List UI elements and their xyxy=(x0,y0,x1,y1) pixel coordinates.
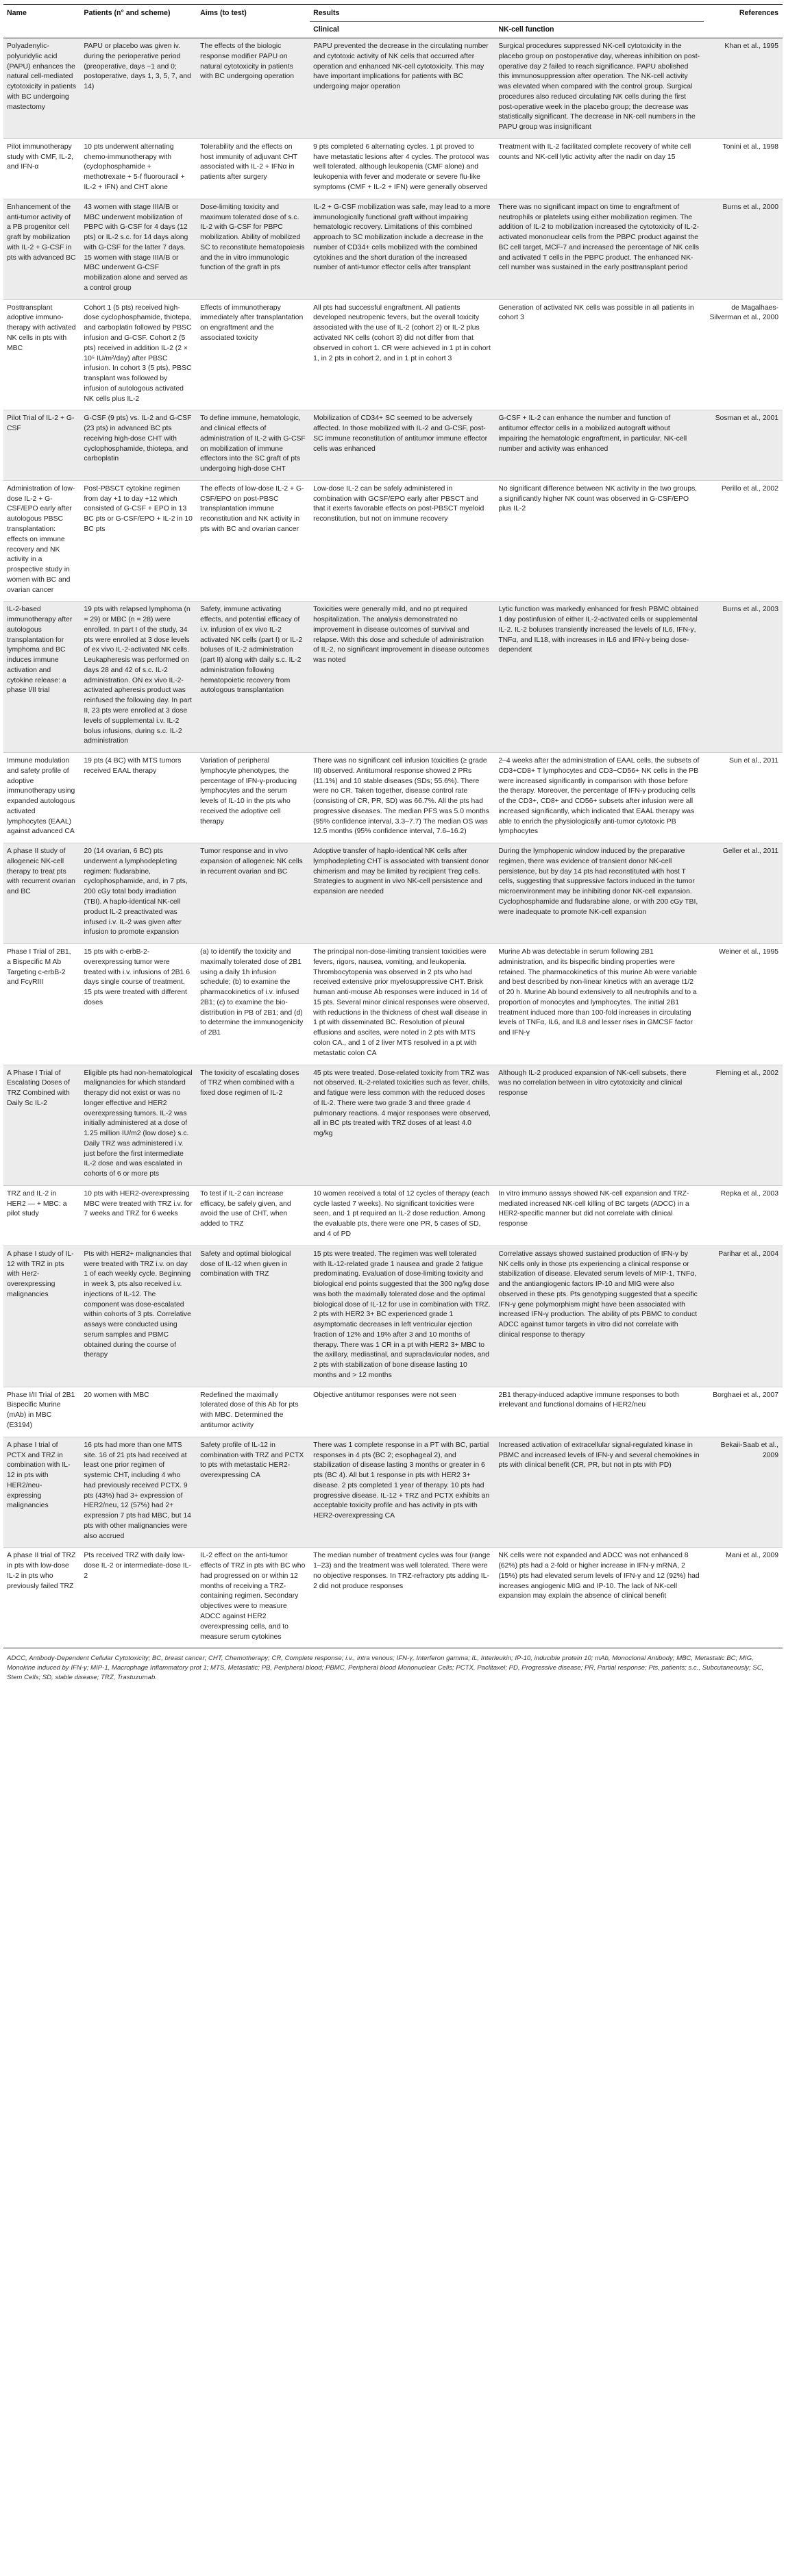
nk-function-cell: Although IL-2 produced expansion of NK-cell subsets, there was no correlation between in vitro cytotoxicity and clinical response xyxy=(495,1065,704,1185)
clinical-cell: 45 pts were treated. Dose-related toxicity from TRZ was not observed. IL-2-related toxicities such as fever, chills, and fatigue were less common with the reduced doses of IL-2. There were two grade 3 and three grade 4 pulmonary reactions. 4 major responses were observed, all in BC pts treated with TRZ doses of at least 4.0 mg/kg xyxy=(310,1065,495,1185)
name-cell: Immune modulation and safety profile of adoptive immunotherapy using expanded autologous activated lymphocytes (EAAL) against advanced CA xyxy=(3,753,80,843)
patients-cell: 10 pts with HER2-overexpressing MBC were treated with TRZ i.v. for 7 weeks and TRZ for 6 weeks xyxy=(80,1185,197,1246)
clinical-cell: PAPU prevented the decrease in the circulating number and cytotoxic activity of NK cells that occurred after operation and enhanced NK-cell cytotoxicity. This may have important implications for patients with BC undergoing major operation xyxy=(310,38,495,139)
table-row xyxy=(3,1548,783,1648)
clinical-cell: 9 pts completed 6 alternating cycles. 1 pt proved to have metastatic lesions after 4 cycles. The protocol was well tolerated, although leukopenia (CMF alone) and leukopenia with fever and moderate or severe flu-like symptoms (CMF + IL-2 + IFN) were generally observed xyxy=(310,138,495,199)
header-patients: Patients (n° and scheme) xyxy=(80,5,197,22)
aims-cell: Tolerability and the effects on host immunity of adjuvant CHT associated with IL-2 + IFNα in patients after surgery xyxy=(197,138,310,199)
nk-function-cell: Treatment with IL-2 facilitated complete recovery of white cell counts and NK-cell lytic activity after the nadir on day 15 xyxy=(495,138,704,199)
table-row xyxy=(3,1246,783,1387)
reference-cell: Khan et al., 1995 xyxy=(704,38,783,139)
clinical-cell: IL-2 + G-CSF mobilization was safe, may lead to a more immunologically functional graft without impairing hematologic recovery. Limitations of this combined approach to SC mobilization include a decrease in the number of CD34+ cells mobilized with the combined cytokines and the short duration of the increased number of anti-tumor effector cells after transplant xyxy=(310,199,495,299)
table-header xyxy=(3,5,783,38)
aims-cell: (a) to identify the toxicity and maximally tolerated dose of 2B1 using a daily 1h infusion schedule; (b) to examine the pharmacokinetics of i.v. infused 2B1; (c) to examine the bio-distribution in PB of 2B1; and (d) to determine the immunogenicity of 2B1 xyxy=(197,944,310,1065)
patients-cell: Pts received TRZ with daily low-dose IL-2 or intermediate-dose IL-2 xyxy=(80,1548,197,1648)
nk-function-cell: 2B1 therapy-induced adaptive immune responses to both irrelevant and functional domains of HER2/neu xyxy=(495,1387,704,1437)
patients-cell: PAPU or placebo was given iv. during the perioperative period (preoperative, days −1 and 0; postoperative, days 1, 3, 5, 7, and 14) xyxy=(80,38,197,139)
aims-cell: Safety profile of IL-12 in combination with TRZ and PCTX to pts with metastatic HER2-overexpressing CA xyxy=(197,1437,310,1548)
aims-cell: The effects of the biologic response modifier PAPU on natural cytotoxicity in patients with BC undergoing operation xyxy=(197,38,310,139)
clinical-cell: 15 pts were treated. The regimen was well tolerated with IL-12-related grade 1 nausea and grade 2 fatigue predominating. Evaluation of dose-limiting toxicity and biological end points suggested that the 300 ng/kg dose was both the maximally tolerated dose and the optimal biological dose of IL-12 for use in combination with TRZ. 2 pts with HER2 3+ BC experienced grade 1 asymptomatic decreases in left ventricular ejection fraction of 12% and 19% after 3 and 10 months of therapy. There was 1 CR in a pt with HER2 3+ MBC to the axillary, mediastinal, and supraclavicular nodes, and 2 pts with stabilization of bone disease lasting 10 months and > 12 months xyxy=(310,1246,495,1387)
name-cell: Polyadenylic-polyuridylic acid (PAPU) enhances the natural cell-mediated cytotoxicity in patients with BC undergoing mastectomy xyxy=(3,38,80,139)
name-cell: A phase I study of IL-12 with TRZ in pts with Her2-overexpressing malignancies xyxy=(3,1246,80,1387)
nk-function-cell: Lytic function was markedly enhanced for fresh PBMC obtained 1 day postinfusion of either IL-2-activated cells or supplemental IL-2. IL-2 boluses transiently increased the levels of IL6, IFN-γ, TNFα, and IL18, with increases in IL6 and IFN-γ being dose-dependent xyxy=(495,602,704,753)
reference-cell: Fleming et al., 2002 xyxy=(704,1065,783,1185)
reference-cell: Tonini et al., 1998 xyxy=(704,138,783,199)
clinical-trials-table xyxy=(3,4,783,1648)
name-cell: Enhancement of the anti-tumor activity of a PB progenitor cell graft by mobilization with IL-2 + G-CSF in pts with advanced BC xyxy=(3,199,80,299)
table-row xyxy=(3,480,783,601)
clinical-cell: 10 women received a total of 12 cycles of therapy (each cycle lasted 7 weeks). No significant toxicities were seen, and 1 pt required an IL-2 dose reduction. Among the evaluable pts, there were one PR, 5 cases of SD, and 4 of PD xyxy=(310,1185,495,1246)
header-results: Results xyxy=(310,5,704,22)
nk-function-cell: Surgical procedures suppressed NK-cell cytotoxicity in the placebo group on postoperative day, whereas inhibition on post-operative day 2 failed to reach significance. PAPU abolished this immunosuppression after operation. The NK-cell activity was elevated when compared with the control group. Surgical procedures also reduced circulating NK cells during the first post-operative week in the placebo group; the decrease was statistically significant. The decrease in NK-cell numbers in the PAPU group was insignificant xyxy=(495,38,704,139)
nk-function-cell: Murine Ab was detectable in serum following 2B1 administration, and its bispecific binding properties were retained. The pharmacokinetics of this murine Ab were variable and best described by non-linear kinetics with an average t1/2 of 20 h. Murine Ab bound extensively to all neutrophils and to a proportion of monocytes and lymphocytes. The initial 2B1 treatment induced more than 100-fold increases in circulating levels of TNFα, IL6, and IL8 and lesser rises in GMCSF factor and IFN-γ xyxy=(495,944,704,1065)
clinical-cell: Mobilization of CD34+ SC seemed to be adversely affected. In those mobilized with IL-2 and G-CSF, post-SC immune reconstitution of antitumor immune effector cells was enhanced xyxy=(310,410,495,481)
patients-cell: 43 women with stage IIIA/B or MBC underwent mobilization of PBPC with G-CSF for 4 days (12 pts) or IL-2 s.c. for 14 days along with G-CSF for the latter 7 days. 15 women with stage IIIA/B or MBC underwent G-CSF mobilization alone and served as a control group xyxy=(80,199,197,299)
reference-cell: Geller et al., 2011 xyxy=(704,843,783,944)
clinical-cell: Toxicities were generally mild, and no pt required hospitalization. The analysis demonstrated no improvement in disease outcomes of survival and relapse. With this dose and schedule of administration of IL-2, no significant improvement in disease outcomes was noted xyxy=(310,602,495,753)
aims-cell: Tumor response and in vivo expansion of allogeneic NK cells in recurrent ovarian and BC xyxy=(197,843,310,944)
name-cell: Posttransplant adoptive immuno-therapy with activated NK cells in pts with MBC xyxy=(3,299,80,410)
reference-cell: Sun et al., 2011 xyxy=(704,753,783,843)
reference-cell: Borghaei et al., 2007 xyxy=(704,1387,783,1437)
header-references: References xyxy=(704,5,783,22)
aims-cell: IL-2 effect on the anti-tumor effects of TRZ in pts with BC who had progressed on or within 12 months of receiving a TRZ-containing regimen. Secondary objectives were to measure ADCC against HER2 overexpressing cells, and to measure serum cytokines xyxy=(197,1548,310,1648)
patients-cell: 10 pts underwent alternating chemo-immunotherapy with (cyclophosphamide + methotrexate + 5-f fluorouracil + IL-2 + IFN) and CHT alone xyxy=(80,138,197,199)
nk-function-cell: There was no significant impact on time to engraftment of neutrophils or platelets using either mobilization regimen. The addition of IL-2 to mobilization increased the cytotoxicity of IL-2-activated mononuclear cells from the PBPC product against the BC cell target, MCF-7 and increased the percentage of NK cells and activated T cells in the PBPC product. The enhanced NK-cell number was sustained in the early posttransplant period xyxy=(495,199,704,299)
nk-function-cell: NK cells were not expanded and ADCC was not enhanced 8 (62%) pts had a 2-fold or higher increase in IFN-γ mRNA, 2 (15%) pts had elevated serum levels of IFN-γ and 12 (92%) had increases angiogenic MIG and IP-10. The lack of NK-cell expansion may explain the absence of clinical benefit xyxy=(495,1548,704,1648)
header-aims: Aims (to test) xyxy=(197,5,310,22)
reference-cell: Sosman et al., 2001 xyxy=(704,410,783,481)
table-body xyxy=(3,38,783,1648)
clinical-cell: All pts had successful engraftment. All patients developed neutropenic fevers, but the overall toxicity associated with the use of IL-2 (cohort 2) or IL-2 plus activated NK cells (cohort 3) did not differ from that observed in cohort 1. CR were achieved in 1 pt in cohort 1, in 2 pts in cohort 2, and in 1 pt in cohort 3 xyxy=(310,299,495,410)
table-row xyxy=(3,1437,783,1548)
aims-cell: Safety and optimal biological dose of IL-12 when given in combination with TRZ xyxy=(197,1246,310,1387)
name-cell: IL-2-based immunotherapy after autologous transplantation for lymphoma and BC induces immune activation and cytokine release: a phase I/II trial xyxy=(3,602,80,753)
name-cell: Pilot immunotherapy study with CMF, IL-2, and IFN-α xyxy=(3,138,80,199)
table-row xyxy=(3,199,783,299)
clinical-cell: The principal non-dose-limiting transient toxicities were fevers, rigors, nausea, vomiting, and leukopenia. Thrombocytopenia was observed in 2 pts who had received extensive prior myelosuppressive CHT. Brisk human anti-mouse Ab responses were induced in 14 of 15 pts. Several minor clinical responses were observed, with reductions in the thickness of chest wall disease in 1 pt with disseminated BC. Resolution of pleural effusions and ascites, were noted in 2 pts with MTS colon CA., and 1 of 2 liver MTS resolved in a pt with metastatic colon CA xyxy=(310,944,495,1065)
patients-cell: 20 (14 ovarian, 6 BC) pts underwent a lymphodepleting regimen: fludarabine, cyclophosphamide, and, in 7 pts, 200 cGy total body irradiation (TBI). A haplo-identical NK-cell product IL-2 preactivated was infused i.v. IL-2 was given after infusion to promote expansion xyxy=(80,843,197,944)
aims-cell: Effects of immunotherapy immediately after transplantation on engraftment and the associated toxicity xyxy=(197,299,310,410)
aims-cell: Safety, immune activating effects, and potential efficacy of i.v. infusion of ex vivo IL-2 activated NK cells (part I) or IL-2 boluses of IL-2 administration (part II) along with daily s.c. IL-2 administration following hematopoietic recovery from autologous transplantation xyxy=(197,602,310,753)
header-nk-function: NK-cell function xyxy=(495,22,704,38)
name-cell: A phase II trial of TRZ in pts with low-dose IL-2 in pts who previously failed TRZ xyxy=(3,1548,80,1648)
reference-cell: Parihar et al., 2004 xyxy=(704,1246,783,1387)
table-row xyxy=(3,1387,783,1437)
reference-cell: Burns et al., 2003 xyxy=(704,602,783,753)
aims-cell: Variation of peripheral lymphocyte phenotypes, the percentage of IFN-γ-producing lymphocytes and the serum levels of IL-10 in the pts who received the adoptive cell therapy xyxy=(197,753,310,843)
nk-function-cell: In vitro immuno assays showed NK-cell expansion and TRZ-mediated increased NK-cell killing of BC targets (ADCC) in a HER2-specific manner but did not correlate with clinical response xyxy=(495,1185,704,1246)
aims-cell: The effects of low-dose IL-2 + G-CSF/EPO on post-PBSC transplantation immune reconstitution and NK activity in pts with BC and ovarian cancer xyxy=(197,480,310,601)
table-row xyxy=(3,1185,783,1246)
nk-function-cell: Generation of activated NK cells was possible in all patients in cohort 3 xyxy=(495,299,704,410)
table-row xyxy=(3,410,783,481)
name-cell: A phase I trial of PCTX and TRZ in combination with IL-12 in pts with HER2/neu-expressing malignancies xyxy=(3,1437,80,1548)
nk-function-cell: Correlative assays showed sustained production of IFN-γ by NK cells only in those pts experiencing a clinical response or stabilization of disease. Elevated serum levels of MIP-1, TNFα, and the antiangiogenic factors IP-10 and MIG were also observed in these pts. Pts genotyping suggested that a specific IFN-γ gene polymorphism might have been associated with increased IFN-γ production. The ability of pts PBMC to conduct ADCC against tumor targets in vitro did not correlate with clinical response to therapy xyxy=(495,1246,704,1387)
reference-cell: Burns et al., 2000 xyxy=(704,199,783,299)
nk-function-cell: Increased activation of extracellular signal-regulated kinase in PBMC and increased levels of IFN-γ and several chemokines in pts with clinical benefit (CR, PR, but not in pts with PD) xyxy=(495,1437,704,1548)
reference-cell: Weiner et al., 1995 xyxy=(704,944,783,1065)
aims-cell: To define immune, hematologic, and clinical effects of administration of IL-2 with G-CSF on mobilization of immune effectors into the SC graft of pts undergoing high-dose CHT xyxy=(197,410,310,481)
table-row xyxy=(3,138,783,199)
clinical-cell: There was 1 complete response in a PT with BC, partial responses in 4 pts (BC 2; esophageal 2), and stabilization of disease lasting 3 months or greater in 6 pts (BC 4). All but 1 response in pts with HER2 3+ disease. 2 pts completed 1 year of therapy. 10 pts had progressive disease. IL-12 + TRZ and PCTX exhibits an acceptable toxicity profile and has activity in pts with HER2-overexpressing CA xyxy=(310,1437,495,1548)
patients-cell: 15 pts with c-erbB-2-overexpressing tumor were treated with i.v. infusions of 2B1 6 days single course of treatment. 15 pts were treated with different doses xyxy=(80,944,197,1065)
aims-cell: The toxicity of escalating doses of TRZ when combined with a fixed dose regimen of IL-2 xyxy=(197,1065,310,1185)
table-row xyxy=(3,843,783,944)
aims-cell: Redefined the maximally tolerated dose of this Ab for pts with MBC. Determined the antitumor activity xyxy=(197,1387,310,1437)
patients-cell: G-CSF (9 pts) vs. IL-2 and G-CSF (23 pts) in advanced BC pts receiving high-dose CHT with cyclophosphamide, thiotepa, and carboplatin xyxy=(80,410,197,481)
clinical-cell: Objective antitumor responses were not seen xyxy=(310,1387,495,1437)
header-name: Name xyxy=(3,5,80,22)
nk-function-cell: No significant difference between NK activity in the two groups, a significantly higher NK count was observed in G-CSF/EPO plus IL-2 xyxy=(495,480,704,601)
patients-cell: Pts with HER2+ malignancies that were treated with TRZ i.v. on day 1 of each weekly cycle. Beginning in week 3, pts also received i.v. injections of IL-12. The component was dose-escalated within cohorts of 3 pts. Correlative assays were conducted using serum samples and PBMC obtained during the course of therapy xyxy=(80,1246,197,1387)
table-row xyxy=(3,38,783,139)
nk-function-cell: 2–4 weeks after the administration of EAAL cells, the subsets of CD3+CD8+ T lymphocytes and CD3−CD56+ NK cells in the PB were increased significantly in comparison with those before the therapy. Moreover, the percentage of IFN-γ producing cells of the CD3+, CD8+ and CD56+ subsets after infusion were all increased significantly, which indicated that EAAL therapy was able to enrich the physiologically anti-tumor cytotoxic PB lymphocytes xyxy=(495,753,704,843)
name-cell: Phase I Trial of 2B1, a Bispecific M Ab Targeting c-erbB-2 and FcγRIII xyxy=(3,944,80,1065)
name-cell: Pilot Trial of IL-2 + G-CSF xyxy=(3,410,80,481)
footnote: ADCC, Antibody-Dependent Cellular Cytotoxicity; BC, breast cancer; CHT, Chemotherapy; CR, Complete response; i.v., intra venous; IFN-γ, Interferon gamma; IL, Interleukin; IP-10, inducible protein 10; mAb, Monoclonal Antibody; MBC, Metastatic BC; MIG, Monokine induced by IFN-γ; MIP-1, Macrophage Inflammatory prot 1; MTS, Metastatic; PB, Peripheral blood; PBMC, Peripheral blood Mononuclear Cells; PCTX, Paclitaxel; PD, Progressive disease; PR, Partial response; Pts, patients; s.c., Subcutaneously; SC, Stem Cells; SD, stable disease; TRZ, Trastuzumab. xyxy=(7,1655,764,1682)
patients-cell: 20 women with MBC xyxy=(80,1387,197,1437)
reference-cell: Perillo et al., 2002 xyxy=(704,480,783,601)
patients-cell: Cohort 1 (5 pts) received high-dose cyclophosphamide, thiotepa, and carboplatin followed by PBSC infusion and G-CSF. Cohort 2 (5 pts) received in addition IL-2 (2 × 10⁵ IU/m²/day) after PBSC infusion. In cohort 3 (5 pts), PBSC transplant was followed by infusion of autologous activated NK cells plus IL-2 xyxy=(80,299,197,410)
reference-cell: Bekaii-Saab et al., 2009 xyxy=(704,1437,783,1548)
patients-cell: Post-PBSCT cytokine regimen from day +1 to day +12 which consisted of G-CSF + EPO in 13 BC pts or G-CSF/EPO + IL-2 in 10 BC pts xyxy=(80,480,197,601)
reference-cell: de Magalhaes-Silverman et al., 2000 xyxy=(704,299,783,410)
name-cell: Administration of low-dose IL-2 + G-CSF/EPO early after autologous PBSC transplantation: effects on immune recovery and NK activity in a prospective study in women with BC and ovarian cancer xyxy=(3,480,80,601)
reference-cell: Repka et al., 2003 xyxy=(704,1185,783,1246)
name-cell: TRZ and IL-2 in HER2 — + MBC: a pilot study xyxy=(3,1185,80,1246)
clinical-cell: Adoptive transfer of haplo-identical NK cells after lymphodepleting CHT is associated with transient donor chimerism and may be limited by recipient Treg cells. Strategies to augment in vivo NK-cell persistence and expansion are needed xyxy=(310,843,495,944)
name-cell: A phase II study of allogeneic NK-cell therapy to treat pts with recurrent ovarian and BC xyxy=(3,843,80,944)
patients-cell: Eligible pts had non-hematological malignancies for which standard therapy did not exist or was no longer effective and HER2 overexpressing tumors. IL-2 was initially administered at a dose of 1.25 million IU/m2 (low dose) s.c. Daily TRZ was administered i.v. just before the first intermediate IL-2 dose and was escalated in cohorts of 6 or more pts xyxy=(80,1065,197,1185)
patients-cell: 19 pts (4 BC) with MTS tumors received EAAL therapy xyxy=(80,753,197,843)
reference-cell: Mani et al., 2009 xyxy=(704,1548,783,1648)
clinical-cell: Low-dose IL-2 can be safely administered in combination with GCSF/EPO early after PBSCT and that it exerts favorable effects on post-PBSCT myeloid reconstitution, but not on immune recovery xyxy=(310,480,495,601)
name-cell: A Phase I Trial of Escalating Doses of TRZ Combined with Daily Sc IL-2 xyxy=(3,1065,80,1185)
clinical-cell: The median number of treatment cycles was four (range 1–23) and the treatment was well tolerated. There were no objective responses. In TRZ-refractory pts adding IL-2 did not produce responses xyxy=(310,1548,495,1648)
aims-cell: To test if IL-2 can increase efficacy, be safely given, and avoid the use of CHT, when added to TRZ xyxy=(197,1185,310,1246)
nk-function-cell: During the lymphopenic window induced by the preparative regimen, there was evidence of transient donor NK-cell persistence, but by day 14 pts had reconstituted with host T cells, suggesting that suppressive factors induced in the tumor microenvironment may be inhibiting donor NK-cell expansion. Cyclophosphamide and fludarabine alone, or with 200 cGy TBI, were inadequate to promote NK-cell expansion xyxy=(495,843,704,944)
table-row xyxy=(3,1065,783,1185)
patients-cell: 16 pts had more than one MTS site. 16 of 21 pts had received at least one prior regimen of systemic CHT, including 4 who had previously received PCTX. 9 pts (43%) had 3+ expression of HER2/neu, 12 (57%) had 2+ expression 7 pts had MBC, but 14 pts with other malignancies were also accrued xyxy=(80,1437,197,1548)
patients-cell: 19 pts with relapsed lymphoma (n = 29) or MBC (n = 28) were enrolled. In part I of the study, 34 pts were enrolled at 3 dose levels of ex vivo IL-2-activated NK cells. Leukapheresis was performed on days 28 and 42 of s.c. IL-2 administration. ON ex vivo IL-2-activated apheresis product was reinfused the following day. In part II, 23 pts were enrolled at 3 dose levels of supplemental i.v. IL-2 bolus infusions, during s.c. IL-2 administration xyxy=(80,602,197,753)
table-row xyxy=(3,299,783,410)
clinical-cell: There was no significant cell infusion toxicities (≥ grade III) observed. Antitumoral response showed 2 PRs (11.1%) and 10 stable diseases (SDs; 55.6%). There were no CR. Taken together, disease control rate (consisting of CR, PR, SD) was 66.7%. All the pts had progressive diseases. The median PFS was 5.0 months (95% confidence interval, 3.3–7.7) The median OS was 12.5 months (95% confidence interval, 7.6–16.2) xyxy=(310,753,495,843)
name-cell: Phase I/II Trial of 2B1 Bispecific Murine (mAb) in MBC (E3194) xyxy=(3,1387,80,1437)
header-clinical: Clinical xyxy=(310,22,495,38)
table-row xyxy=(3,944,783,1065)
table-row xyxy=(3,753,783,843)
table-row xyxy=(3,602,783,753)
aims-cell: Dose-limiting toxicity and maximum tolerated dose of s.c. IL-2 with G-CSF for PBPC mobilization. Ability of mobilized SC to reconstitute hematopoiesis and the in vitro immunologic function of the graft in pts xyxy=(197,199,310,299)
nk-function-cell: G-CSF + IL-2 can enhance the number and function of antitumor effector cells in a mobilized autograft without impairing the hematologic engraftment, in particular, NK-cell number and activity was enhanced xyxy=(495,410,704,481)
